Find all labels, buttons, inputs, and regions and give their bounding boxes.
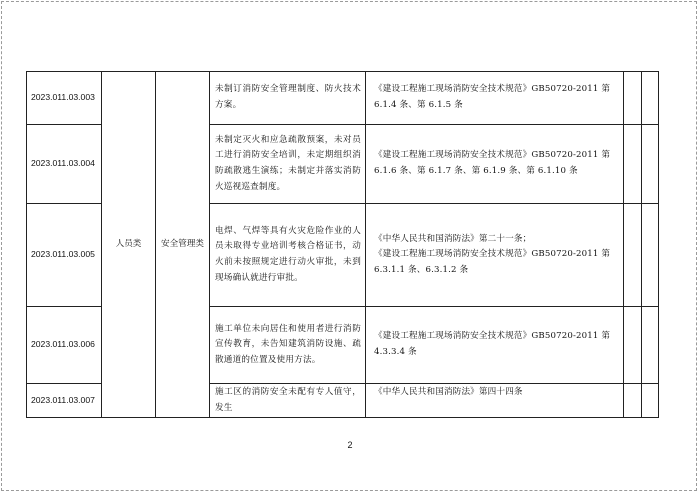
empty-cell bbox=[624, 307, 642, 384]
item-description: 未制订消防安全管理制度、防火技术方案。 bbox=[210, 72, 366, 125]
basis-line: 《中华人民共和国消防法》第二十一条； bbox=[374, 233, 532, 244]
item-description: 施工区的消防安全未配有专人值守，发生 bbox=[210, 384, 366, 418]
item-basis bbox=[366, 307, 624, 384]
item-code: 2023.011.03.004 bbox=[27, 125, 102, 204]
empty-cell bbox=[642, 72, 659, 125]
item-basis bbox=[366, 72, 624, 125]
empty-cell bbox=[624, 72, 642, 125]
item-description: 施工单位未向居住和使用者进行消防宣传教育，未告知建筑消防设施、疏散通道的位置及使用方法。 bbox=[210, 307, 366, 384]
item-code: 2023.011.03.005 bbox=[27, 204, 102, 307]
empty-cell bbox=[624, 384, 642, 418]
basis-line: 《建设工程施工现场消防安全技术规范》GB50720-2011 第 4.3.3.4 条 bbox=[374, 331, 611, 357]
item-description: 电焊、气焊等具有火灾危险作业的人员未取得专业培训考核合格证书，动火前未按照规定进行动火审批，未到现场确认就进行审批。 bbox=[210, 204, 366, 307]
basis-line: 《建设工程施工现场消防安全技术规范》GB50720-2011 第 6.3.1.1 条、6.3.1.2 条 bbox=[374, 249, 611, 275]
category-sub: 安全管理类 bbox=[156, 72, 210, 418]
item-code: 2023.011.03.007 bbox=[27, 384, 102, 418]
category-main: 人员类 bbox=[102, 72, 156, 418]
item-basis bbox=[366, 384, 624, 418]
empty-cell bbox=[624, 204, 642, 307]
regulation-table bbox=[26, 71, 659, 418]
empty-cell bbox=[642, 307, 659, 384]
page-number: 2 bbox=[347, 440, 353, 450]
item-description: 未制定灭火和应急疏散预案，未对员工进行消防安全培训，未定期组织消防疏散逃生演练；未制定并落实消防火巡视巡查制度。 bbox=[210, 125, 366, 204]
item-code: 2023.011.03.006 bbox=[27, 307, 102, 384]
empty-cell bbox=[642, 384, 659, 418]
basis-line: 《建设工程施工现场消防安全技术规范》GB50720-2011 第 6.1.4 条、第 6.1.5 条 bbox=[374, 84, 611, 110]
empty-cell bbox=[624, 125, 642, 204]
basis-line: 《中华人民共和国消防法》第四十四条 bbox=[374, 387, 523, 397]
item-basis bbox=[366, 204, 624, 307]
empty-cell bbox=[642, 204, 659, 307]
table-row bbox=[27, 72, 659, 125]
empty-cell bbox=[642, 125, 659, 204]
item-basis bbox=[366, 125, 624, 204]
basis-line: 《建设工程施工现场消防安全技术规范》GB50720-2011 第 6.1.6 条、第 6.1.7 条、第 6.1.9 条、第 6.1.10 条 bbox=[374, 150, 611, 176]
item-code: 2023.011.03.003 bbox=[27, 72, 102, 125]
